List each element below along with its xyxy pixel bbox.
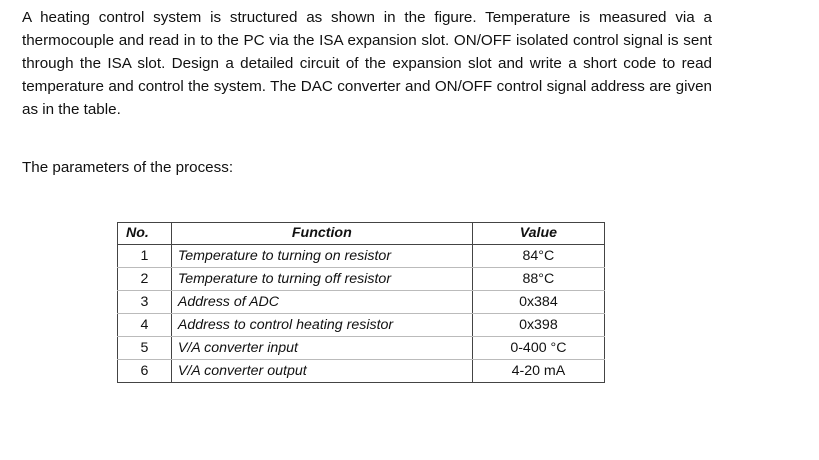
- cell-no: 6: [118, 360, 172, 383]
- table-row: [118, 291, 605, 314]
- table-row: [118, 245, 605, 268]
- table-row: [118, 314, 605, 337]
- cell-no: 3: [118, 291, 172, 314]
- header-no: No.: [118, 223, 172, 245]
- table-row: [118, 360, 605, 383]
- cell-value: 84°C: [472, 245, 604, 268]
- cell-value: 0-400 °C: [472, 337, 604, 360]
- cell-no: 2: [118, 268, 172, 291]
- cell-function: Address of ADC: [171, 291, 472, 314]
- table-header-row: [118, 223, 605, 245]
- table-row: [118, 268, 605, 291]
- cell-function: Address to control heating resistor: [171, 314, 472, 337]
- cell-value: 4-20 mA: [472, 360, 604, 383]
- cell-value: 0x384: [472, 291, 604, 314]
- problem-statement: A heating control system is structured as shown in the figure. Temperature is measured via a thermocouple and read in to the PC via the ISA expansion slot. ON/OFF isolated control signal is sent through the ISA slot. Design a detailed circuit of the expansion slot and write a short code to read temperature and control the system. The DAC converter and ON/OFF control signal address are given as in the table.: [22, 9, 712, 118]
- cell-value: 0x398: [472, 314, 604, 337]
- header-function: Function: [171, 223, 472, 245]
- cell-function: V/A converter input: [171, 337, 472, 360]
- cell-no: 1: [118, 245, 172, 268]
- table-row: [118, 337, 605, 360]
- cell-value: 88°C: [472, 268, 604, 291]
- parameters-table: [117, 222, 605, 383]
- cell-function: Temperature to turning off resistor: [171, 268, 472, 291]
- cell-no: 5: [118, 337, 172, 360]
- cell-function: Temperature to turning on resistor: [171, 245, 472, 268]
- cell-function: V/A converter output: [171, 360, 472, 383]
- cell-no: 4: [118, 314, 172, 337]
- parameters-label: The parameters of the process:: [22, 159, 234, 176]
- header-value: Value: [472, 223, 604, 245]
